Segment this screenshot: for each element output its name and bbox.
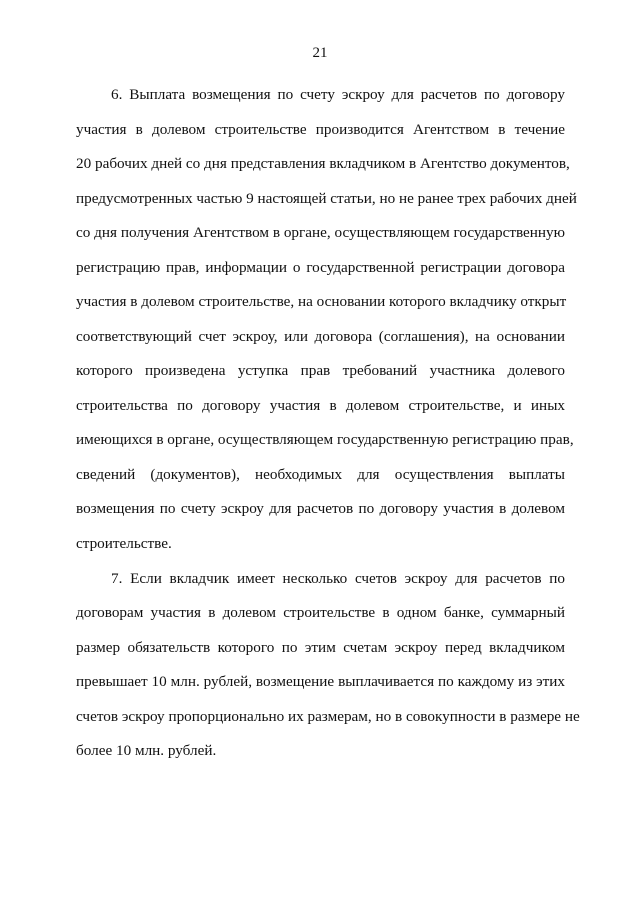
paragraph-line: 6. Выплата возмещения по счету эскроу для расчетов по договору [111,86,565,103]
paragraph-line: договорам участия в долевом строительстве в одном банке, суммарный [76,604,565,621]
paragraph-line: участия в долевом строительстве, на основании которого вкладчику открыт [76,293,567,310]
paragraph-line: предусмотренных частью 9 настоящей статьи, но не ранее трех рабочих дней [76,190,577,207]
paragraph-line: участия в долевом строительстве производится Агентством в течение [76,121,565,138]
paragraph-line: которого произведена уступка прав требований участника долевого [76,362,565,379]
paragraph-line: возмещения по счету эскроу для расчетов по договору участия в долевом [76,500,565,517]
paragraph-line: имеющихся в органе, осуществляющем государственную регистрацию прав, [76,431,574,448]
paragraph-line: счетов эскроу пропорционально их размерам, но в совокупности в размере не [76,708,580,725]
paragraph-line: 7. Если вкладчик имеет несколько счетов эскроу для расчетов по [111,570,565,587]
paragraph-line: со дня получения Агентством в органе, осуществляющем государственную [76,224,565,241]
paragraph-line: сведений (документов), необходимых для осуществления выплаты [76,466,565,483]
paragraph-line: строительства по договору участия в долевом строительстве, и иных [76,397,565,414]
page-number: 21 [312,45,328,61]
paragraph-line: размер обязательств которого по этим счетам эскроу перед вкладчиком [76,639,565,656]
paragraph-line: 20 рабочих дней со дня представления вкладчиком в Агентство документов, [76,155,570,172]
paragraph-line: соответствующий счет эскроу, или договора (соглашения), на основании [76,328,565,345]
paragraph-line: более 10 млн. рублей. [76,742,217,759]
paragraph-line: превышает 10 млн. рублей, возмещение выплачивается по каждому из этих [76,673,565,690]
paragraph-line: регистрацию прав, информации о государственной регистрации договора [76,259,565,276]
paragraph-line: строительстве. [76,535,172,552]
